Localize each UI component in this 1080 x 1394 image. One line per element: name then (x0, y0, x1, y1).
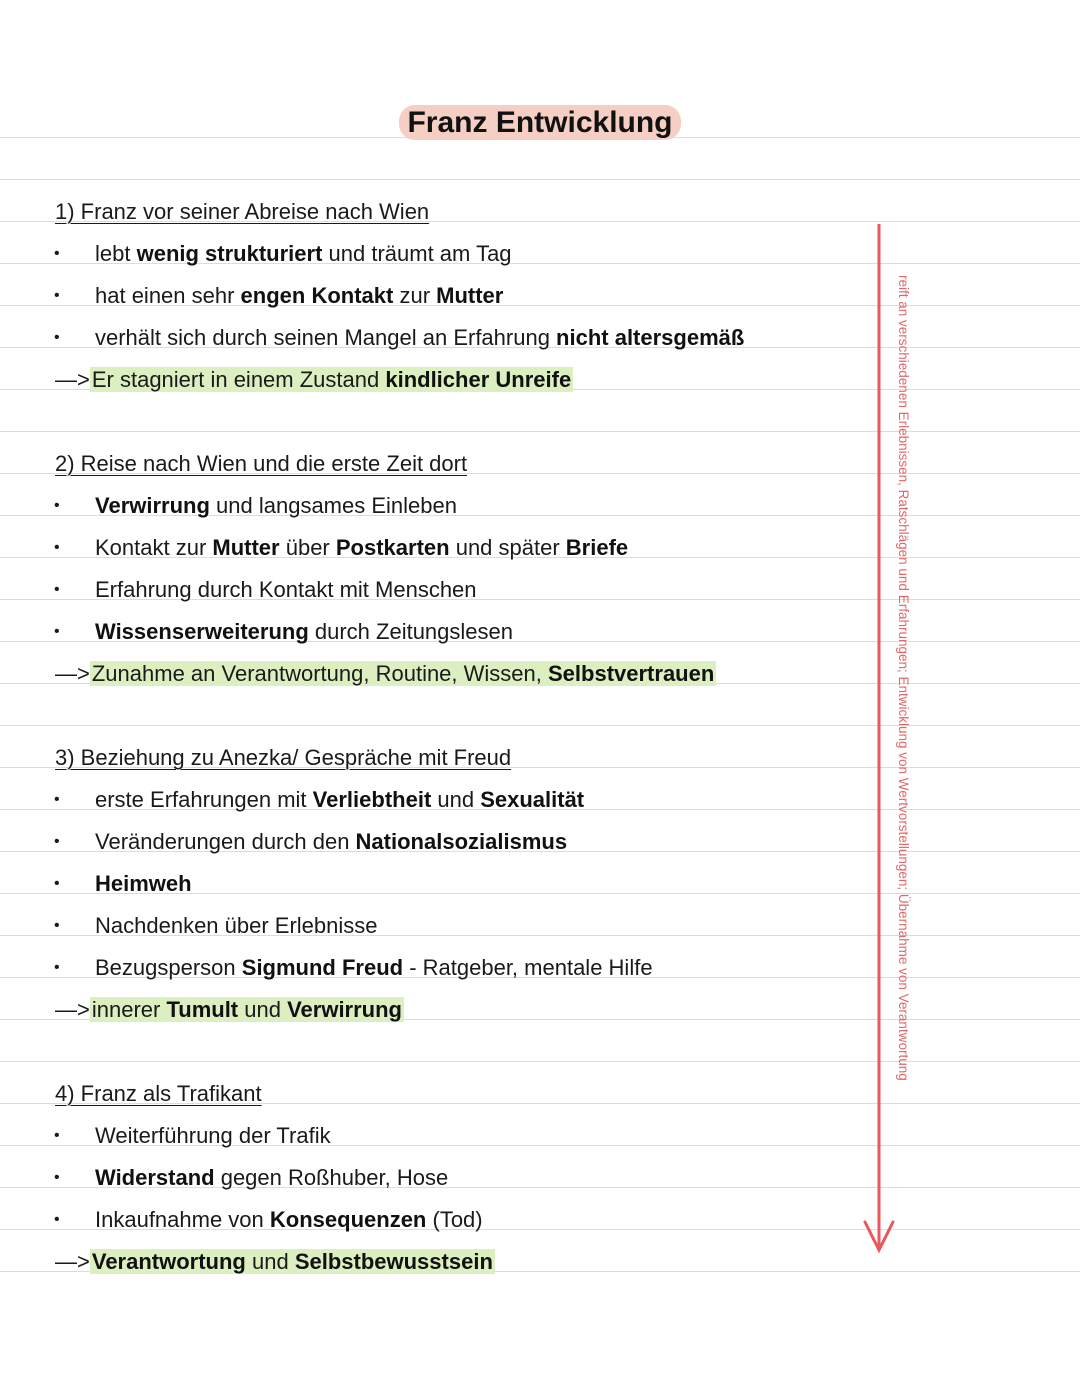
bullet-item (54, 1207, 483, 1233)
bullet-icon: • (54, 245, 60, 262)
text: und (245, 1249, 295, 1274)
rule-line (0, 179, 1080, 180)
bullet-item (54, 535, 629, 561)
text: hat einen sehr (95, 283, 241, 308)
bold-text: Verwirrung (95, 493, 210, 518)
conclusion-highlight (90, 1249, 495, 1274)
bullet-item (54, 1165, 449, 1191)
bold-text: Briefe (565, 535, 629, 560)
text: Er stagniert in einem Zustand (91, 367, 386, 392)
rule-line (0, 725, 1080, 726)
bold-text: Nationalsozialismus (355, 829, 568, 854)
bullet-icon: • (54, 581, 60, 598)
bullet-item (54, 829, 568, 855)
text: Weiterführung der Trafik (95, 1123, 331, 1148)
text: über (279, 535, 336, 560)
text: gegen Roßhuber, Hose (214, 1165, 449, 1190)
text: Zunahme an Verantwortung, Routine, Wissen, (91, 661, 548, 686)
bold-text: Konsequenzen (269, 1207, 427, 1232)
section-conclusion (55, 367, 573, 393)
text: Erfahrung durch Kontakt mit Menschen (95, 577, 477, 602)
text: Bezugsperson (95, 955, 242, 980)
section-heading (55, 1081, 262, 1107)
bullet-icon: • (54, 1211, 60, 1228)
heading-text: 2) Reise nach Wien und die erste Zeit dort (55, 451, 468, 476)
text: (Tod) (426, 1207, 483, 1232)
text: verhält sich durch seinen Mangel an Erfahrung (95, 325, 557, 350)
bold-text: Tumult (166, 997, 239, 1022)
text: durch Zeitungslesen (308, 619, 513, 644)
bullet-icon: • (54, 1169, 60, 1186)
bold-text: Mutter (212, 535, 280, 560)
text: Veränderungen durch den (95, 829, 356, 854)
bullet-icon: • (54, 497, 60, 514)
arrow-icon: —> (55, 367, 90, 392)
conclusion-highlight (90, 997, 404, 1022)
heading-text: 3) Beziehung zu Anezka/ Gespräche mit Freud (55, 745, 512, 770)
bullet-item (54, 787, 585, 813)
bullet-icon: • (54, 329, 60, 346)
conclusion-highlight (90, 661, 716, 686)
bold-text: Verwirrung (287, 997, 402, 1022)
bullet-icon: • (54, 833, 60, 850)
bullet-item (54, 241, 512, 267)
bold-text: Verliebtheit (312, 787, 432, 812)
arrow-label: reift an verschiedenen Erlebnissen, Ratschlägen und Erfahrungen; Entwicklung von Wertvorstellungen; Übernahme von Verantwortung (896, 275, 911, 1081)
section-conclusion (55, 997, 404, 1023)
bullet-item (54, 955, 653, 981)
title-text: Franz Entwicklung (399, 105, 680, 140)
rule-line (0, 431, 1080, 432)
bullet-icon: • (54, 287, 60, 304)
conclusion-highlight (90, 367, 573, 392)
page-title (0, 106, 1080, 140)
bold-text: Selbstvertrauen (548, 661, 715, 686)
bullet-item (54, 913, 378, 939)
bold-text: wenig strukturiert (136, 241, 323, 266)
heading-text: 1) Franz vor seiner Abreise nach Wien (55, 199, 430, 224)
section-heading (55, 199, 429, 225)
heading-text: 4) Franz als Trafikant (55, 1081, 262, 1106)
development-arrow-icon (860, 220, 900, 1260)
text: und träumt am Tag (322, 241, 512, 266)
bullet-item (54, 325, 745, 351)
bullet-item (54, 871, 192, 897)
bold-text: Sigmund Freud (241, 955, 404, 980)
bold-text: nicht altersgemäß (556, 325, 745, 350)
text: und später (449, 535, 566, 560)
bold-text: Mutter (436, 283, 504, 308)
bullet-icon: • (54, 875, 60, 892)
text: Inkaufnahme von (95, 1207, 270, 1232)
bold-text: Verantwortung (91, 1249, 246, 1274)
bold-text: Widerstand (95, 1165, 215, 1190)
text: und langsames Einleben (209, 493, 457, 518)
section-heading (55, 745, 511, 771)
bold-text: kindlicher Unreife (385, 367, 572, 392)
bullet-item (54, 577, 477, 603)
bullet-icon: • (54, 917, 60, 934)
bullet-icon: • (54, 791, 60, 808)
text: und (238, 997, 288, 1022)
bold-text: Heimweh (95, 871, 192, 896)
text: lebt (95, 241, 137, 266)
bullet-icon: • (54, 623, 60, 640)
bold-text: Sexualität (480, 787, 585, 812)
bold-text: engen Kontakt (240, 283, 394, 308)
bold-text: Wissenserweiterung (95, 619, 309, 644)
section-conclusion (55, 661, 716, 687)
arrow-icon: —> (55, 661, 90, 686)
bullet-item (54, 619, 513, 645)
rule-line (0, 1061, 1080, 1062)
bold-text: Selbstbewusstsein (294, 1249, 493, 1274)
text: innerer (91, 997, 167, 1022)
text: und (431, 787, 481, 812)
section-heading (55, 451, 467, 477)
text: - Ratgeber, mentale Hilfe (403, 955, 653, 980)
bullet-icon: • (54, 1127, 60, 1144)
bullet-item (54, 493, 457, 519)
text: Kontakt zur (95, 535, 213, 560)
bullet-item (54, 283, 504, 309)
bullet-item (54, 1123, 331, 1149)
bullet-icon: • (54, 539, 60, 556)
arrow-icon: —> (55, 997, 90, 1022)
text: Nachdenken über Erlebnisse (95, 913, 378, 938)
text: erste Erfahrungen mit (95, 787, 313, 812)
bullet-icon: • (54, 959, 60, 976)
bold-text: Postkarten (335, 535, 450, 560)
section-conclusion (55, 1249, 495, 1275)
arrow-icon: —> (55, 1249, 90, 1274)
text: zur (393, 283, 437, 308)
